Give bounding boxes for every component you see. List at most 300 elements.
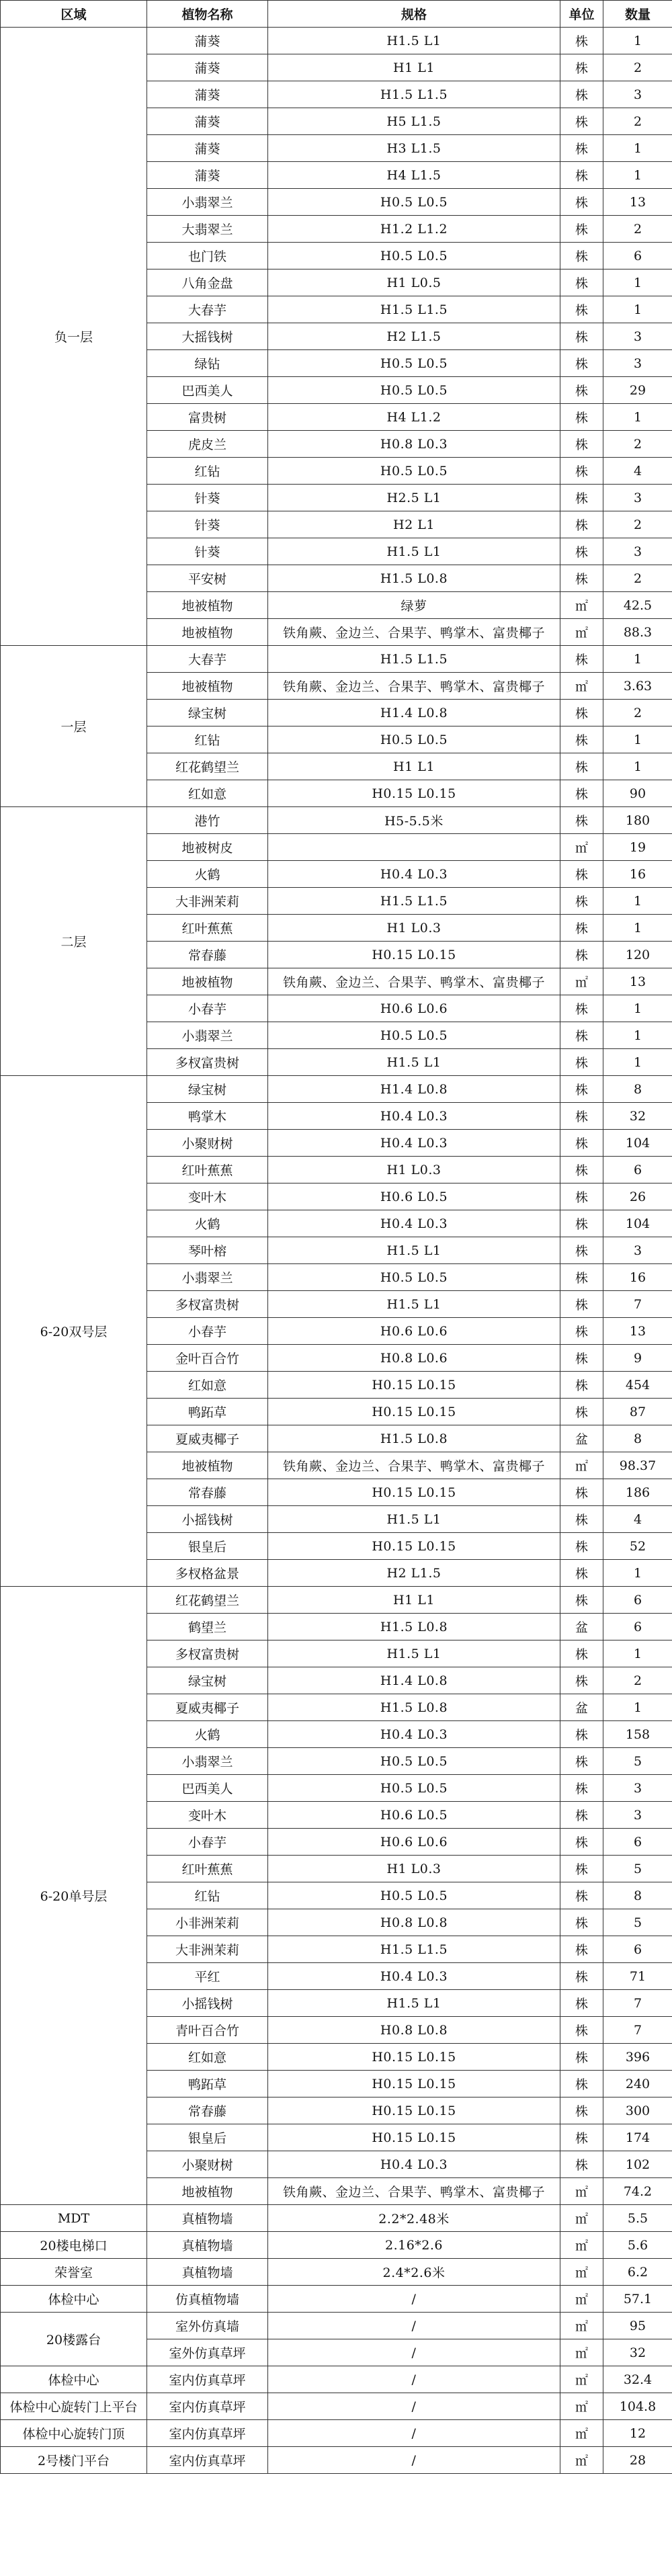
quantity-cell: 1: [603, 1560, 672, 1587]
quantity-cell: 88.3: [603, 619, 672, 646]
unit-cell: ㎡: [560, 592, 603, 619]
spec-cell: H0.8 L0.8: [268, 2017, 560, 2044]
plant-name-cell: 地被植物: [147, 1452, 268, 1479]
spec-cell: 2.16*2.6: [268, 2232, 560, 2259]
plant-name-cell: 常春藤: [147, 942, 268, 968]
quantity-cell: 454: [603, 1372, 672, 1399]
quantity-cell: 1: [603, 1049, 672, 1076]
plant-name-cell: 红如意: [147, 2044, 268, 2071]
plant-name-cell: 夏威夷椰子: [147, 1425, 268, 1452]
unit-cell: ㎡: [560, 2313, 603, 2339]
quantity-cell: 1: [603, 28, 672, 54]
unit-cell: 株: [560, 1775, 603, 1802]
table-row: [1, 1587, 672, 1614]
spec-cell: /: [268, 2339, 560, 2366]
plant-name-cell: 虎皮兰: [147, 431, 268, 458]
spec-cell: H1 L0.3: [268, 1856, 560, 1882]
unit-cell: 株: [560, 54, 603, 81]
quantity-cell: 1: [603, 135, 672, 162]
plant-name-cell: 富贵树: [147, 404, 268, 431]
unit-cell: 株: [560, 296, 603, 323]
plant-name-cell: 地被植物: [147, 619, 268, 646]
unit-cell: 株: [560, 565, 603, 592]
spec-cell: H0.4 L0.3: [268, 2151, 560, 2178]
spec-cell: H4 L1.5: [268, 162, 560, 189]
spec-cell: H0.4 L0.3: [268, 1103, 560, 1130]
unit-cell: 株: [560, 1157, 603, 1183]
unit-cell: 株: [560, 243, 603, 269]
plant-name-cell: 真植物墙: [147, 2259, 268, 2286]
unit-cell: 株: [560, 1936, 603, 1963]
plant-name-cell: 地被树皮: [147, 834, 268, 861]
spec-cell: H0.5 L0.5: [268, 726, 560, 753]
plant-name-cell: 小翡翠兰: [147, 1264, 268, 1291]
quantity-cell: 104: [603, 1130, 672, 1157]
plant-name-cell: 银皇后: [147, 2124, 268, 2151]
header-quantity: 数量: [603, 1, 672, 28]
unit-cell: 株: [560, 269, 603, 296]
spec-cell: H0.8 L0.6: [268, 1345, 560, 1372]
plant-name-cell: 室外仿真草坪: [147, 2339, 268, 2366]
plant-name-cell: 室内仿真草坪: [147, 2447, 268, 2474]
quantity-cell: 2: [603, 216, 672, 243]
quantity-cell: 2: [603, 565, 672, 592]
unit-cell: 株: [560, 1103, 603, 1130]
spec-cell: H0.15 L0.15: [268, 2097, 560, 2124]
quantity-cell: 3: [603, 1775, 672, 1802]
unit-cell: 株: [560, 404, 603, 431]
unit-cell: 株: [560, 1130, 603, 1157]
spec-cell: H2.5 L1: [268, 485, 560, 511]
spec-cell: H0.5 L0.5: [268, 458, 560, 485]
quantity-cell: 1: [603, 995, 672, 1022]
table-row: [1, 2232, 672, 2259]
unit-cell: 株: [560, 1506, 603, 1533]
unit-cell: ㎡: [560, 834, 603, 861]
plant-name-cell: 常春藤: [147, 2097, 268, 2124]
spec-cell: H0.5 L0.5: [268, 189, 560, 216]
unit-cell: 株: [560, 108, 603, 135]
quantity-cell: 5.5: [603, 2205, 672, 2232]
spec-cell: H0.5 L0.5: [268, 350, 560, 377]
header-unit: 单位: [560, 1, 603, 28]
plant-name-cell: 平安树: [147, 565, 268, 592]
spec-cell: H0.5 L0.5: [268, 1748, 560, 1775]
unit-cell: ㎡: [560, 2339, 603, 2366]
table-row: [1, 2393, 672, 2420]
plant-name-cell: 小非洲茉莉: [147, 1909, 268, 1936]
unit-cell: 株: [560, 1479, 603, 1506]
unit-cell: 株: [560, 942, 603, 968]
plant-name-cell: 大春芋: [147, 646, 268, 673]
quantity-cell: 8: [603, 1882, 672, 1909]
quantity-cell: 1: [603, 726, 672, 753]
quantity-cell: 13: [603, 1318, 672, 1345]
plant-name-cell: 小摇钱树: [147, 1990, 268, 2017]
quantity-cell: 104: [603, 1210, 672, 1237]
spec-cell: H2 L1.5: [268, 1560, 560, 1587]
spec-cell: H0.4 L0.3: [268, 1721, 560, 1748]
unit-cell: 株: [560, 861, 603, 888]
unit-cell: 株: [560, 1856, 603, 1882]
unit-cell: 株: [560, 1667, 603, 1694]
plant-name-cell: 小翡翠兰: [147, 1022, 268, 1049]
unit-cell: 株: [560, 1291, 603, 1318]
quantity-cell: 52: [603, 1533, 672, 1560]
spec-cell: H1 L1: [268, 753, 560, 780]
spec-cell: H1.5 L1: [268, 1640, 560, 1667]
table-row: [1, 2366, 672, 2393]
spec-cell: H0.6 L0.5: [268, 1183, 560, 1210]
quantity-cell: 2: [603, 431, 672, 458]
area-cell: 20楼电梯口: [1, 2232, 147, 2259]
unit-cell: ㎡: [560, 2178, 603, 2205]
plant-name-cell: 红如意: [147, 1372, 268, 1399]
spec-cell: H1.5 L1.5: [268, 646, 560, 673]
plant-name-cell: 室外仿真墙: [147, 2313, 268, 2339]
unit-cell: 株: [560, 1372, 603, 1399]
spec-cell: 绿萝: [268, 592, 560, 619]
unit-cell: 株: [560, 1882, 603, 1909]
quantity-cell: 4: [603, 1506, 672, 1533]
quantity-cell: 32.4: [603, 2366, 672, 2393]
plant-name-cell: 红钻: [147, 1882, 268, 1909]
quantity-cell: 180: [603, 807, 672, 834]
unit-cell: 株: [560, 1049, 603, 1076]
spec-cell: H0.8 L0.3: [268, 431, 560, 458]
unit-cell: 株: [560, 350, 603, 377]
plant-name-cell: 鸭跖草: [147, 2071, 268, 2097]
area-cell: 一层: [1, 646, 147, 807]
quantity-cell: 28: [603, 2447, 672, 2474]
unit-cell: 株: [560, 1399, 603, 1425]
unit-cell: 株: [560, 162, 603, 189]
unit-cell: ㎡: [560, 2259, 603, 2286]
unit-cell: ㎡: [560, 968, 603, 995]
spec-cell: H1.5 L1: [268, 1990, 560, 2017]
plant-name-cell: 大非洲茉莉: [147, 1936, 268, 1963]
unit-cell: 株: [560, 1909, 603, 1936]
unit-cell: ㎡: [560, 673, 603, 700]
quantity-cell: 2: [603, 108, 672, 135]
table-row: [1, 807, 672, 834]
spec-cell: H0.5 L0.5: [268, 1882, 560, 1909]
spec-cell: H1.5 L0.8: [268, 565, 560, 592]
unit-cell: 株: [560, 2071, 603, 2097]
plant-name-cell: 绿钻: [147, 350, 268, 377]
spec-cell: H0.5 L0.5: [268, 243, 560, 269]
spec-cell: H1 L0.5: [268, 269, 560, 296]
quantity-cell: 90: [603, 780, 672, 807]
unit-cell: 株: [560, 780, 603, 807]
quantity-cell: 1: [603, 646, 672, 673]
plant-name-cell: 鸭掌木: [147, 1103, 268, 1130]
spec-cell: H1.5 L0.8: [268, 1425, 560, 1452]
table-row: [1, 2205, 672, 2232]
quantity-cell: 87: [603, 1399, 672, 1425]
plant-name-cell: 针葵: [147, 485, 268, 511]
quantity-cell: 7: [603, 1291, 672, 1318]
spec-cell: 铁角蕨、金边兰、合果芋、鸭掌木、富贵椰子: [268, 968, 560, 995]
plant-name-cell: 常春藤: [147, 1479, 268, 1506]
unit-cell: ㎡: [560, 619, 603, 646]
unit-cell: 株: [560, 2044, 603, 2071]
spec-cell: H5-5.5米: [268, 807, 560, 834]
unit-cell: 株: [560, 1076, 603, 1103]
spec-cell: H5 L1.5: [268, 108, 560, 135]
spec-cell: 2.4*2.6米: [268, 2259, 560, 2286]
quantity-cell: 1: [603, 296, 672, 323]
spec-cell: /: [268, 2447, 560, 2474]
spec-cell: /: [268, 2286, 560, 2313]
quantity-cell: 29: [603, 377, 672, 404]
quantity-cell: 19: [603, 834, 672, 861]
plant-name-cell: 变叶木: [147, 1802, 268, 1829]
quantity-cell: 6: [603, 1614, 672, 1640]
area-cell: 6-20单号层: [1, 1587, 147, 2205]
unit-cell: ㎡: [560, 2232, 603, 2259]
plant-name-cell: 蒲葵: [147, 28, 268, 54]
unit-cell: 株: [560, 753, 603, 780]
plant-name-cell: 也门铁: [147, 243, 268, 269]
unit-cell: 株: [560, 2151, 603, 2178]
quantity-cell: 16: [603, 1264, 672, 1291]
spec-cell: H0.4 L0.3: [268, 861, 560, 888]
table-row: [1, 646, 672, 673]
unit-cell: 株: [560, 458, 603, 485]
header-spec: 规格: [268, 1, 560, 28]
quantity-cell: 26: [603, 1183, 672, 1210]
unit-cell: 株: [560, 1237, 603, 1264]
spec-cell: H0.4 L0.3: [268, 1210, 560, 1237]
plant-name-cell: 蒲葵: [147, 162, 268, 189]
spec-cell: H0.4 L0.3: [268, 1963, 560, 1990]
plant-name-cell: 地被植物: [147, 968, 268, 995]
quantity-cell: 12: [603, 2420, 672, 2447]
plant-name-cell: 小聚财树: [147, 1130, 268, 1157]
unit-cell: 株: [560, 323, 603, 350]
plant-name-cell: 火鹤: [147, 1721, 268, 1748]
spec-cell: H0.15 L0.15: [268, 1479, 560, 1506]
plant-name-cell: 蒲葵: [147, 54, 268, 81]
unit-cell: 株: [560, 1183, 603, 1210]
quantity-cell: 1: [603, 753, 672, 780]
plant-name-cell: 鹤望兰: [147, 1614, 268, 1640]
unit-cell: 株: [560, 1640, 603, 1667]
quantity-cell: 1: [603, 915, 672, 942]
area-cell: 体检中心旋转门上平台: [1, 2393, 147, 2420]
unit-cell: 盆: [560, 1614, 603, 1640]
spec-cell: H1 L0.3: [268, 915, 560, 942]
unit-cell: 株: [560, 216, 603, 243]
quantity-cell: 6.2: [603, 2259, 672, 2286]
plant-name-cell: 红钻: [147, 458, 268, 485]
plant-name-cell: 多杈格盆景: [147, 1560, 268, 1587]
spec-cell: H1.5 L1.5: [268, 81, 560, 108]
spec-cell: 铁角蕨、金边兰、合果芋、鸭掌木、富贵椰子: [268, 1452, 560, 1479]
table-header-row: [1, 1, 672, 28]
quantity-cell: 13: [603, 968, 672, 995]
unit-cell: ㎡: [560, 2366, 603, 2393]
quantity-cell: 158: [603, 1721, 672, 1748]
spec-cell: 铁角蕨、金边兰、合果芋、鸭掌木、富贵椰子: [268, 2178, 560, 2205]
table-row: [1, 2286, 672, 2313]
quantity-cell: 3: [603, 485, 672, 511]
spec-cell: H1.2 L1.2: [268, 216, 560, 243]
plant-name-cell: 八角金盘: [147, 269, 268, 296]
spec-cell: H1.5 L1: [268, 1291, 560, 1318]
quantity-cell: 6: [603, 243, 672, 269]
quantity-cell: 16: [603, 861, 672, 888]
plant-name-cell: 巴西美人: [147, 1775, 268, 1802]
quantity-cell: 3.63: [603, 673, 672, 700]
plant-name-cell: 港竹: [147, 807, 268, 834]
plant-name-cell: 夏威夷椰子: [147, 1694, 268, 1721]
plant-name-cell: 琴叶榕: [147, 1237, 268, 1264]
unit-cell: 株: [560, 1802, 603, 1829]
spec-cell: H2 L1: [268, 511, 560, 538]
quantity-cell: 3: [603, 1802, 672, 1829]
spec-cell: H0.5 L0.5: [268, 1264, 560, 1291]
quantity-cell: 57.1: [603, 2286, 672, 2313]
spec-cell: [268, 834, 560, 861]
spec-cell: H0.6 L0.5: [268, 1802, 560, 1829]
quantity-cell: 42.5: [603, 592, 672, 619]
plant-name-cell: 仿真植物墙: [147, 2286, 268, 2313]
quantity-cell: 240: [603, 2071, 672, 2097]
plant-name-cell: 小春芋: [147, 1318, 268, 1345]
plant-name-cell: 绿宝树: [147, 700, 268, 726]
spec-cell: H0.4 L0.3: [268, 1130, 560, 1157]
unit-cell: 株: [560, 189, 603, 216]
header-area: 区域: [1, 1, 147, 28]
plant-name-cell: 地被植物: [147, 2178, 268, 2205]
spec-cell: H3 L1.5: [268, 135, 560, 162]
spec-cell: H2 L1.5: [268, 323, 560, 350]
quantity-cell: 3: [603, 1237, 672, 1264]
spec-cell: /: [268, 2420, 560, 2447]
quantity-cell: 1: [603, 162, 672, 189]
spec-cell: /: [268, 2366, 560, 2393]
unit-cell: ㎡: [560, 2420, 603, 2447]
unit-cell: 株: [560, 135, 603, 162]
quantity-cell: 32: [603, 2339, 672, 2366]
unit-cell: 株: [560, 1210, 603, 1237]
area-cell: 荣誉室: [1, 2259, 147, 2286]
quantity-cell: 1: [603, 888, 672, 915]
quantity-cell: 1: [603, 269, 672, 296]
quantity-cell: 396: [603, 2044, 672, 2071]
plant-name-cell: 红叶蕉蕉: [147, 1856, 268, 1882]
spec-cell: H1.5 L1: [268, 28, 560, 54]
spec-cell: H0.6 L0.6: [268, 1318, 560, 1345]
unit-cell: 株: [560, 2124, 603, 2151]
area-cell: 体检中心: [1, 2366, 147, 2393]
quantity-cell: 6: [603, 1829, 672, 1856]
spec-cell: H0.15 L0.15: [268, 780, 560, 807]
quantity-cell: 9: [603, 1345, 672, 1372]
plant-name-cell: 红钻: [147, 726, 268, 753]
quantity-cell: 1: [603, 1694, 672, 1721]
plant-name-cell: 红如意: [147, 780, 268, 807]
unit-cell: 株: [560, 377, 603, 404]
spec-cell: H1.5 L0.8: [268, 1694, 560, 1721]
plant-name-cell: 小春芋: [147, 1829, 268, 1856]
unit-cell: 株: [560, 2017, 603, 2044]
spec-cell: H0.5 L0.5: [268, 1022, 560, 1049]
unit-cell: 株: [560, 2097, 603, 2124]
plant-name-cell: 红叶蕉蕉: [147, 1157, 268, 1183]
unit-cell: 盆: [560, 1425, 603, 1452]
plant-name-cell: 室内仿真草坪: [147, 2420, 268, 2447]
spec-cell: H1.5 L1: [268, 538, 560, 565]
plant-name-cell: 针葵: [147, 538, 268, 565]
unit-cell: 株: [560, 1829, 603, 1856]
spec-cell: H0.6 L0.6: [268, 1829, 560, 1856]
unit-cell: ㎡: [560, 2447, 603, 2474]
spec-cell: H1 L1: [268, 1587, 560, 1614]
unit-cell: 株: [560, 81, 603, 108]
quantity-cell: 6: [603, 1157, 672, 1183]
unit-cell: 株: [560, 807, 603, 834]
plant-name-cell: 绿宝树: [147, 1667, 268, 1694]
unit-cell: 株: [560, 888, 603, 915]
quantity-cell: 186: [603, 1479, 672, 1506]
quantity-cell: 5.6: [603, 2232, 672, 2259]
area-cell: 体检中心: [1, 2286, 147, 2313]
plant-name-cell: 多杈富贵树: [147, 1640, 268, 1667]
unit-cell: 盆: [560, 1694, 603, 1721]
quantity-cell: 104.8: [603, 2393, 672, 2420]
quantity-cell: 2: [603, 1667, 672, 1694]
plant-name-cell: 真植物墙: [147, 2232, 268, 2259]
spec-cell: H4 L1.2: [268, 404, 560, 431]
plant-name-cell: 多杈富贵树: [147, 1049, 268, 1076]
unit-cell: 株: [560, 28, 603, 54]
spec-cell: H1.5 L1: [268, 1049, 560, 1076]
spec-cell: H1.4 L0.8: [268, 1667, 560, 1694]
quantity-cell: 74.2: [603, 2178, 672, 2205]
plant-name-cell: 室内仿真草坪: [147, 2393, 268, 2420]
area-cell: 20楼露台: [1, 2313, 147, 2366]
table-row: [1, 2259, 672, 2286]
plant-name-cell: 火鹤: [147, 861, 268, 888]
plant-name-cell: 真植物墙: [147, 2205, 268, 2232]
plant-name-cell: 小翡翠兰: [147, 189, 268, 216]
plant-name-cell: 小聚财树: [147, 2151, 268, 2178]
spec-cell: H0.15 L0.15: [268, 942, 560, 968]
plant-name-cell: 红叶蕉蕉: [147, 915, 268, 942]
spec-cell: /: [268, 2393, 560, 2420]
spec-cell: H0.15 L0.15: [268, 1399, 560, 1425]
quantity-cell: 3: [603, 350, 672, 377]
plant-name-cell: 火鹤: [147, 1210, 268, 1237]
spec-cell: H1.5 L1: [268, 1506, 560, 1533]
quantity-cell: 2: [603, 54, 672, 81]
area-cell: 负一层: [1, 28, 147, 646]
plant-name-cell: 平红: [147, 1963, 268, 1990]
quantity-cell: 5: [603, 1856, 672, 1882]
table-body: [1, 28, 672, 2474]
unit-cell: ㎡: [560, 2205, 603, 2232]
table-row: [1, 1076, 672, 1103]
plant-name-cell: 室内仿真草坪: [147, 2366, 268, 2393]
unit-cell: 株: [560, 1022, 603, 1049]
spec-cell: H0.8 L0.8: [268, 1909, 560, 1936]
quantity-cell: 174: [603, 2124, 672, 2151]
unit-cell: ㎡: [560, 1452, 603, 1479]
table-row: [1, 2447, 672, 2474]
